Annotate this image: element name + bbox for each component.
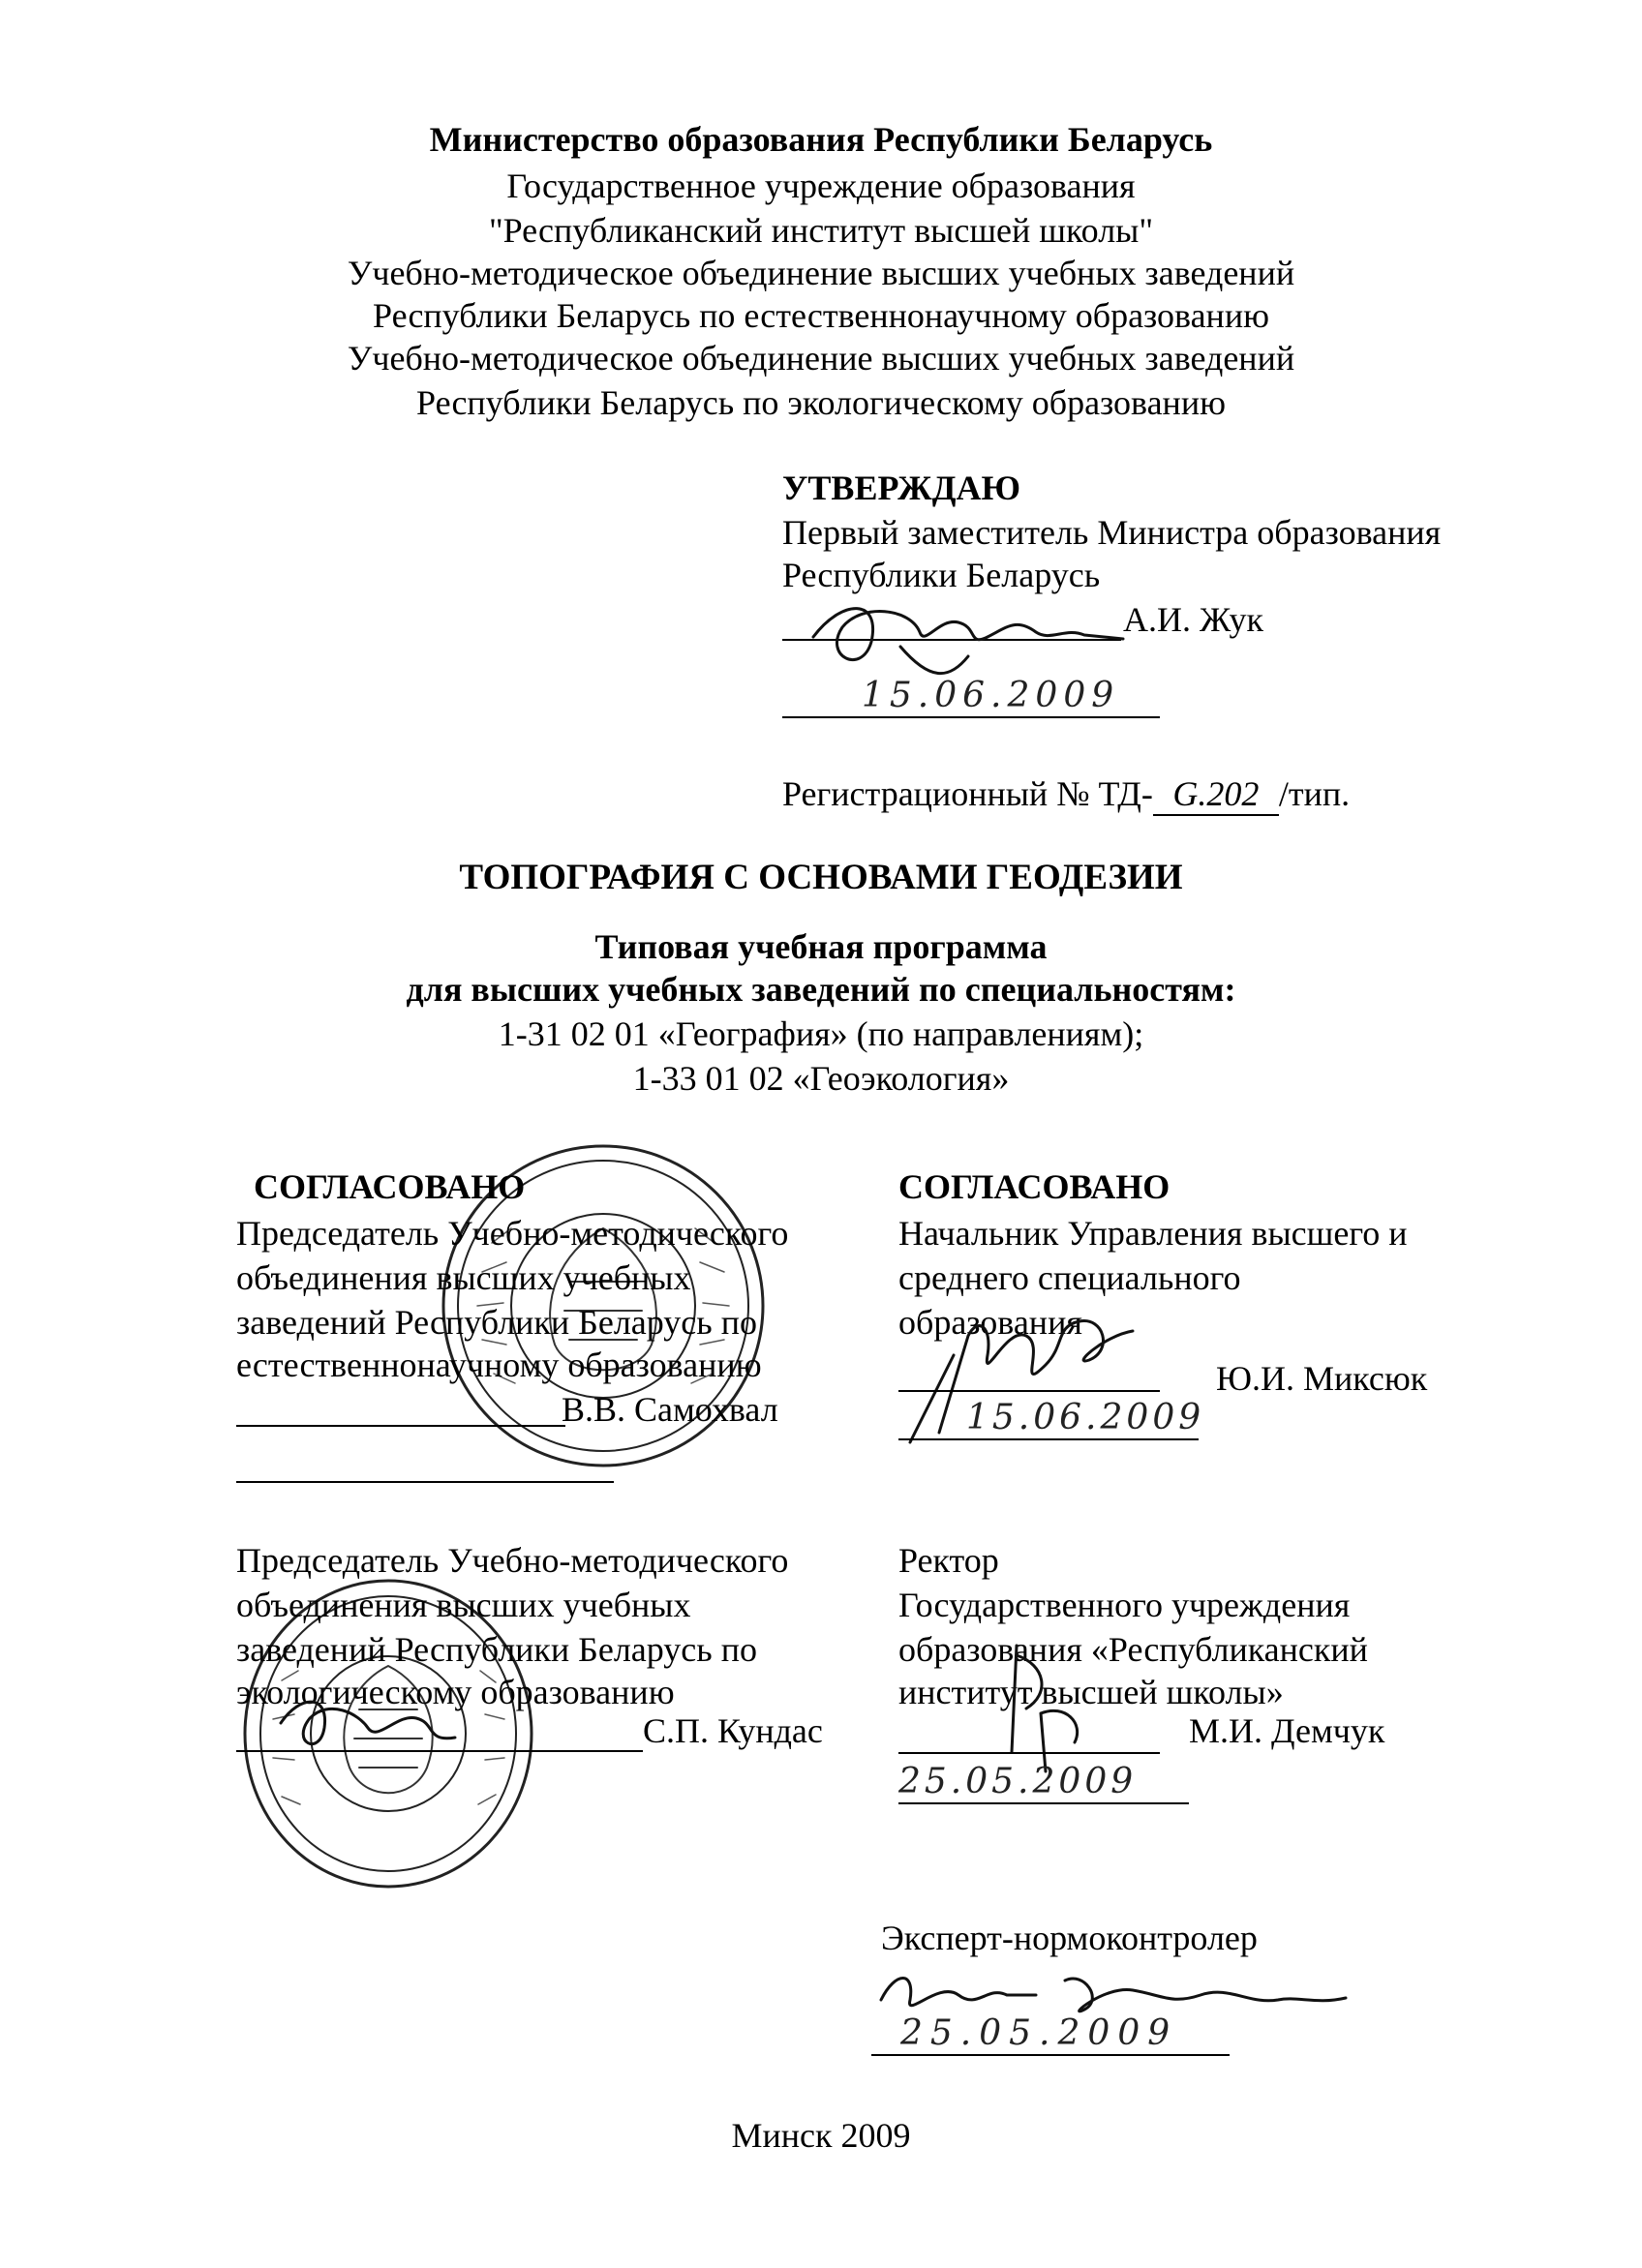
approve-position-country: Республики Беларусь	[782, 556, 1101, 594]
agreed-line: заведений Республики Беларусь по	[236, 1630, 757, 1669]
agreed-line: естественнонаучному образованию	[236, 1346, 762, 1384]
agreed-date-line	[898, 1802, 1189, 1804]
agreed-name: С.П. Кундас	[643, 1711, 823, 1750]
expert-title: Эксперт-нормоконтролер	[881, 1919, 1258, 1957]
agreed-line: Председатель Учебно-методического	[236, 1541, 789, 1580]
approve-title: УТВЕРЖДАЮ	[782, 469, 1021, 507]
city-year: Минск 2009	[731, 2116, 911, 2155]
agreed-date: 15.06.2009	[966, 1398, 1205, 1437]
agreed-line: Ректор	[898, 1541, 999, 1580]
agreed-signature-line	[236, 1425, 565, 1427]
header-line: Республики Беларусь по естественнонаучному образованию	[373, 296, 1269, 335]
agreed-line: Государственного учреждения	[898, 1586, 1351, 1624]
agreed-signature-line	[236, 1750, 643, 1752]
registration-suffix: /тип.	[1278, 774, 1351, 813]
agreed-signature-line	[898, 1390, 1160, 1392]
approve-signature	[804, 589, 1133, 685]
agreed-name: В.В. Самохвал	[562, 1390, 778, 1429]
agreed-name: Ю.И. Миксюк	[1216, 1359, 1428, 1398]
header-line: Республики Беларусь по экологическому образованию	[416, 383, 1226, 422]
approve-position: Первый заместитель Министра образования	[782, 513, 1442, 552]
registration-number	[782, 774, 1350, 816]
agreed-date: 25.05.2009	[898, 1762, 1138, 1801]
document-subtitle: Типовая учебная программа	[594, 927, 1048, 966]
specialty-item: 1-33 01 02 «Геоэкология»	[632, 1059, 1010, 1098]
agreed-line: заведений Республики Беларусь по	[236, 1303, 757, 1342]
agreed-line: среднего специального	[898, 1258, 1241, 1297]
registration-handwritten-number: G.202	[1153, 774, 1279, 816]
approve-name: А.И. Жук	[1123, 600, 1263, 639]
ministry-title: Министерство образования Республики Беларусь	[429, 120, 1213, 159]
approve-date-line	[782, 716, 1160, 718]
document-title: ТОПОГРАФИЯ С ОСНОВАМИ ГЕОДЕЗИИ	[459, 858, 1183, 897]
specialty-item: 1-31 02 01 «География» (по направлениям);	[498, 1014, 1144, 1053]
agreed-date-line	[236, 1481, 614, 1483]
agreed-line: образования	[898, 1303, 1082, 1342]
agreed-title: СОГЛАСОВАНО	[254, 1167, 526, 1206]
agreed-line: Начальник Управления высшего и	[898, 1214, 1408, 1253]
header-line: Учебно-методическое объединение высших учебных заведений	[347, 254, 1295, 292]
agreed-line: объединения высших учебных	[236, 1586, 691, 1624]
agreed-name: М.И. Демчук	[1189, 1711, 1385, 1750]
agreed-signature-line	[898, 1752, 1160, 1754]
registration-prefix: Регистрационный № ТД-	[782, 774, 1153, 813]
expert-date-line	[871, 2054, 1230, 2056]
expert-date: 25.05.2009	[900, 2013, 1178, 2053]
agreed-line: образования «Республиканский	[898, 1630, 1368, 1669]
agreed-signature	[958, 1636, 1104, 1781]
approve-date: 15.06.2009	[862, 676, 1120, 715]
agreed-title: СОГЛАСОВАНО	[898, 1167, 1171, 1206]
agreed-line: Председатель Учебно-методического	[236, 1214, 789, 1253]
agreed-line: институт высшей школы»	[898, 1673, 1284, 1711]
agreed-line: экологическому образованию	[236, 1673, 675, 1711]
agreed-line: объединения высших учебных	[236, 1258, 691, 1297]
agreed-date-line	[898, 1438, 1199, 1440]
header-line: Государственное учреждение образования	[506, 166, 1136, 205]
document-subtitle-specialties: для высших учебных заведений по специальностям:	[406, 970, 1236, 1009]
header-line: "Республиканский институт высшей школы"	[488, 211, 1154, 250]
header-line: Учебно-методическое объединение высших учебных заведений	[347, 339, 1295, 378]
